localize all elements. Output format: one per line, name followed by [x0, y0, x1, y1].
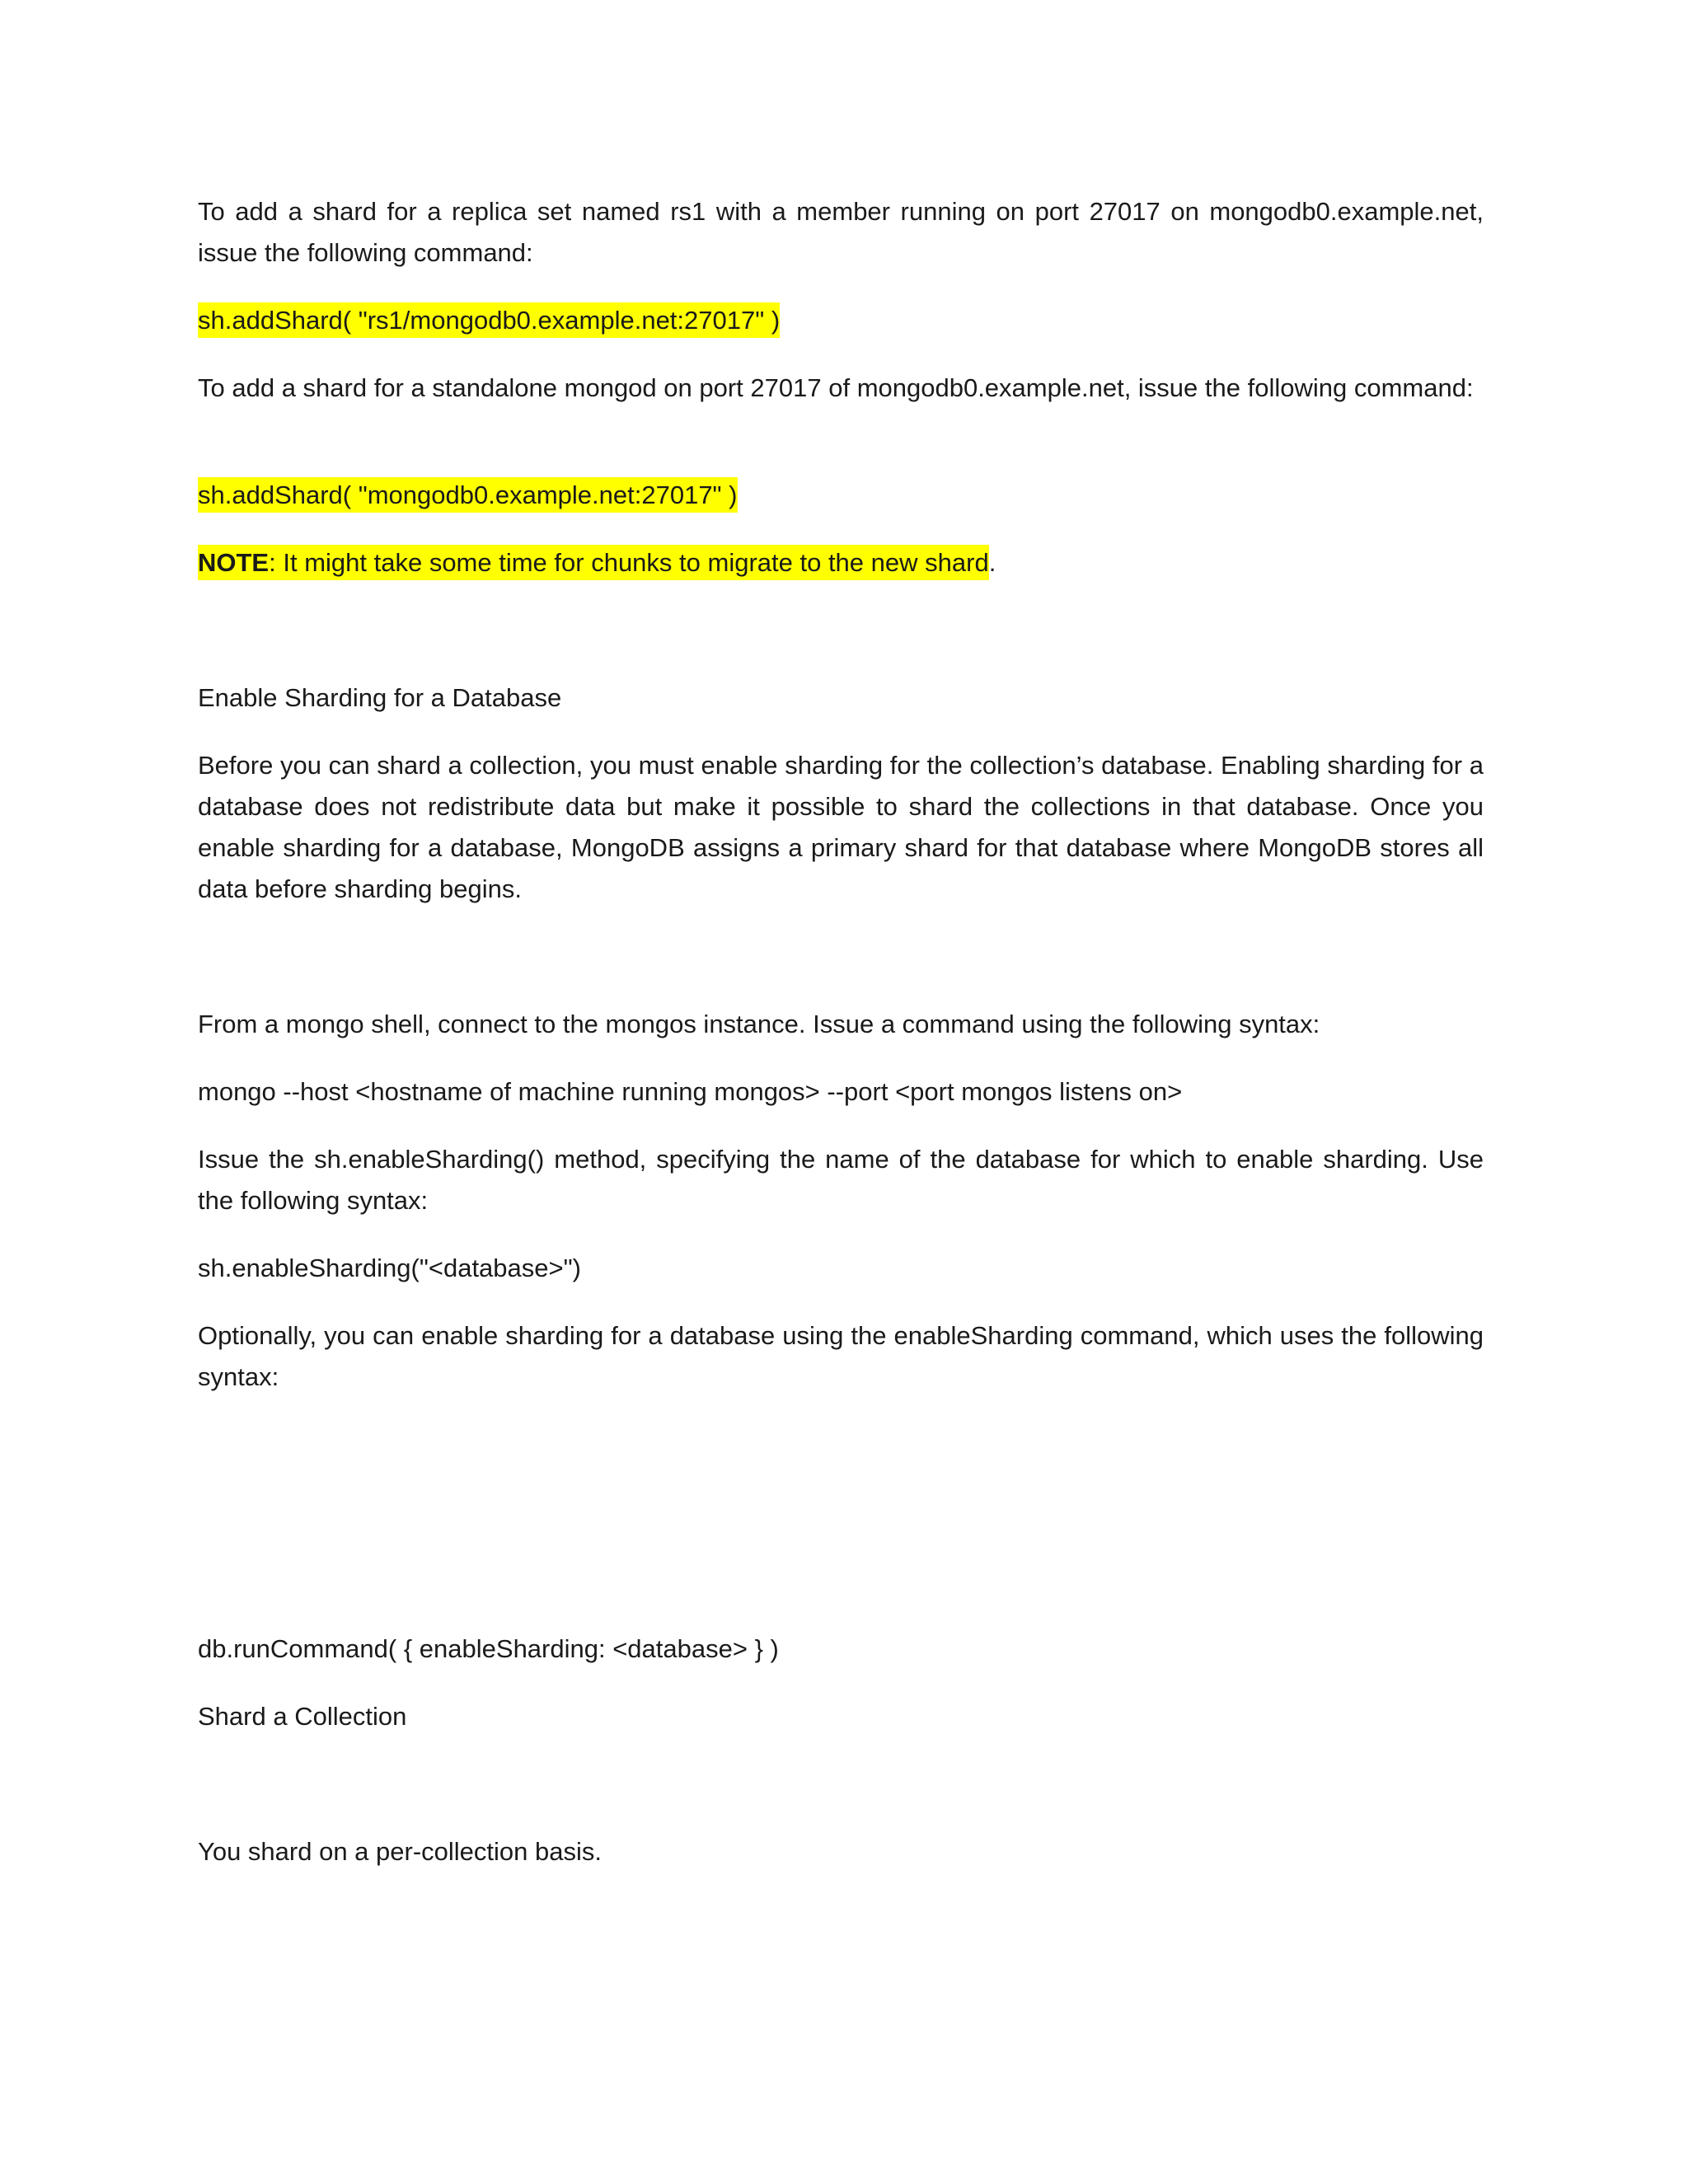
paragraph-enable-sharding-method: Issue the sh.enableSharding() method, specifying the name of the database for which to enable sharding. Use the following syntax: — [198, 1145, 1484, 1215]
heading-shard-collection: Shard a Collection — [198, 1702, 407, 1731]
note-text: : It might take some time for chunks to migrate to the new shard — [269, 548, 989, 577]
heading-enable-sharding: Enable Sharding for a Database — [198, 683, 562, 712]
note-period: . — [988, 548, 996, 577]
code-add-replica-shard — [198, 300, 1484, 341]
highlighted-code: sh.addShard( "mongodb0.example.net:27017" ) — [198, 477, 738, 513]
paragraph-connect-mongos: From a mongo shell, connect to the mongos instance. Issue a command using the following syntax: — [198, 1010, 1320, 1038]
code-add-standalone-shard — [198, 475, 1484, 516]
paragraph-add-standalone-shard: To add a shard for a standalone mongod on port 27017 of mongodb0.example.net, issue the following command: — [198, 373, 1474, 402]
highlighted-note — [198, 545, 989, 580]
paragraph-enable-sharding-command: Optionally, you can enable sharding for a database using the enableSharding command, which uses the following syntax: — [198, 1321, 1484, 1391]
note-paragraph — [198, 542, 1484, 583]
paragraph-enable-sharding-intro: Before you can shard a collection, you must enable sharding for the collection’s database. Enabling sharding for a database does not redistribute data but make it possible to shard the collections in that database. Once you enable sharding for a database, MongoDB assigns a primary shard for that database where MongoDB stores all data before sharding begins. — [198, 751, 1484, 903]
highlighted-code: sh.addShard( "rs1/mongodb0.example.net:27017" ) — [198, 302, 780, 338]
note-label: NOTE — [198, 548, 270, 577]
code-run-command: db.runCommand( { enableSharding: <database> } ) — [198, 1634, 779, 1663]
code-mongo-host: mongo --host <hostname of machine running mongos> --port <port mongos listens on> — [198, 1077, 1183, 1106]
paragraph-add-replica-shard: To add a shard for a replica set named rs1 with a member running on port 27017 on mongodb0.example.net, issue the following command: — [198, 197, 1484, 267]
paragraph-per-collection: You shard on a per-collection basis. — [198, 1837, 602, 1866]
code-enable-sharding: sh.enableSharding("<database>") — [198, 1254, 581, 1282]
